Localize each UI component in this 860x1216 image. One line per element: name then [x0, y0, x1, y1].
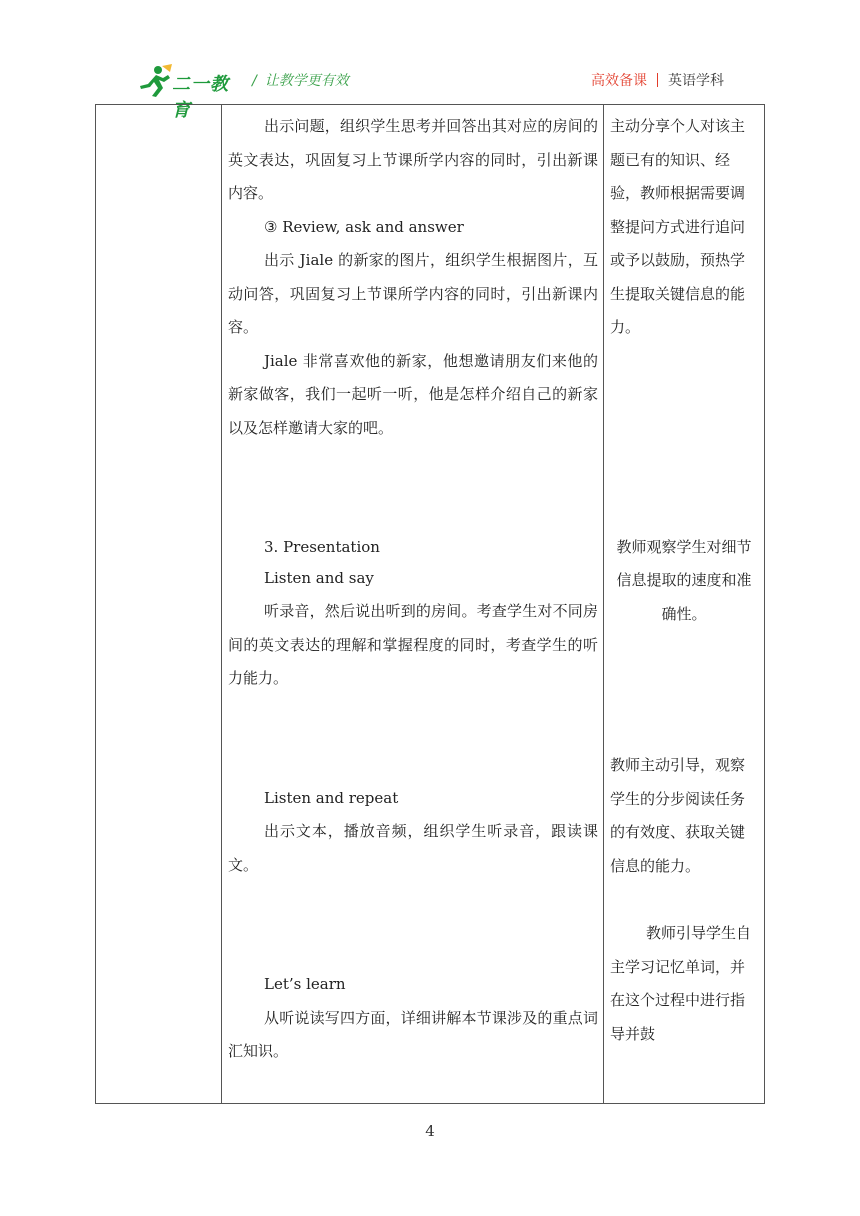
intent-paragraph: 教师观察学生对细节信息提取的速度和准确性。	[616, 537, 752, 623]
procedure-paragraph: Jiale 非常喜欢他的新家，他想邀请朋友们来他的新家做客，我们一起听一听，他是怎样介绍自己的新家以及怎样邀请大家的吧。	[228, 351, 598, 437]
logo-text: 二一教育	[172, 74, 229, 121]
procedure-paragraph: 出示 Jiale 的新家的图片，组织学生根据图片，互动问答，巩固复习上节课所学内容的同时，引出新课内容。	[228, 251, 598, 336]
activity-heading-listen-and-repeat: Listen and repeat	[264, 788, 399, 807]
runner-logo-icon	[136, 64, 176, 98]
page-header	[0, 0, 860, 121]
header-tags	[591, 70, 724, 90]
section-heading-presentation: 3. Presentation	[264, 538, 380, 556]
procedure-paragraph: 从听说读写四方面，详细讲解本节课涉及的重点词汇知识。	[228, 1008, 598, 1060]
table-divider-left	[221, 104, 222, 1104]
activity-heading-lets-learn: Let’s learn	[264, 975, 346, 993]
page-number: 4	[425, 1122, 435, 1140]
design-intent-column	[610, 110, 758, 1051]
procedure-paragraph: 听录音，然后说出听到的房间。考查学生对不同房间的英文表达的理解和掌握程度的同时，考查学生的听力能力。	[228, 602, 598, 687]
tag-subject: 英语学科	[668, 73, 724, 89]
procedure-paragraph: 出示问题，组织学生思考并回答出其对应的房间的英文表达，巩固复习上节课所学内容的同时，引出新课内容。	[228, 117, 598, 202]
tag-efficient-prep: 高效备课	[591, 73, 647, 89]
procedure-paragraph: 出示文本，播放音频，组织学生听录音，跟读课文。	[228, 822, 598, 874]
intent-paragraph: 教师主动引导，观察学生的分步阅读任务的有效度、获取关键信息的能力。	[610, 756, 746, 875]
procedure-step-heading: ③ Review, ask and answer	[264, 217, 464, 236]
logo	[136, 64, 246, 121]
slogan-text: 让教学更有效	[264, 73, 349, 89]
intent-paragraph: 教师引导学生自主学习记忆单词，并在这个过程中进行指导并鼓	[610, 924, 752, 1043]
intent-paragraph: 主动分享个人对该主题已有的知识、经验，教师根据需要调整提问方式进行追问或予以鼓励，预热学生提取关键信息的能力。	[610, 117, 746, 336]
tag-divider	[657, 73, 658, 87]
table-divider-right	[603, 104, 604, 1104]
slogan: / 让教学更有效	[252, 73, 349, 89]
teaching-procedure-column	[228, 110, 598, 1069]
activity-heading-listen-and-say: Listen and say	[264, 568, 374, 587]
